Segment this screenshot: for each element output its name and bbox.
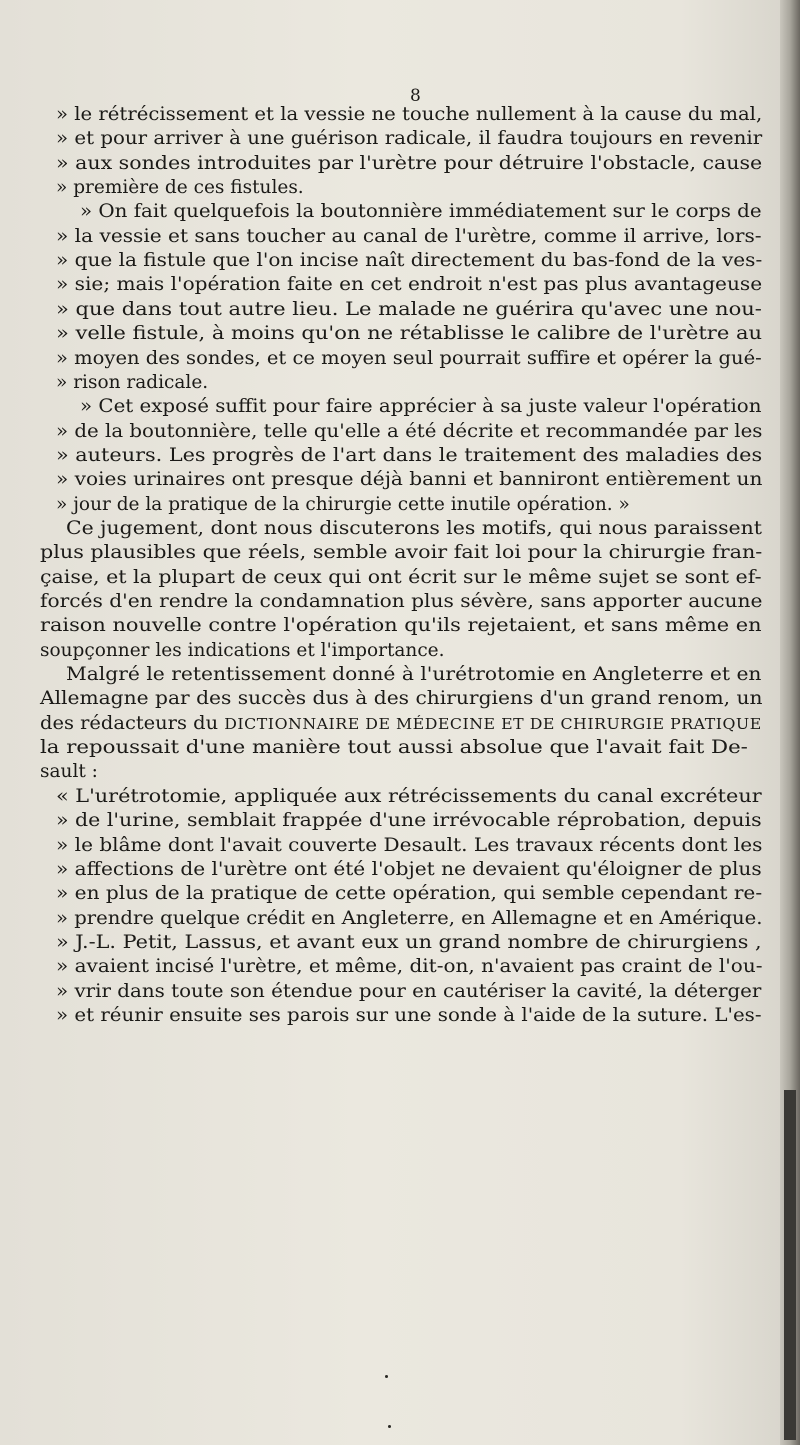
ink-speck — [388, 1425, 391, 1428]
text-line: » vrir dans toute son étendue pour en cautériser la cavité, la déterger — [56, 981, 762, 1002]
text-line: plus plausibles que réels, semble avoir fait loi pour la chirurgie fran- — [40, 542, 763, 563]
text-line: » voies urinaires ont presque déjà banni et banniront entièrement un — [56, 469, 763, 490]
text-line: Malgré le retentissement donné à l'urétrotomie en Angleterre et en — [66, 664, 762, 685]
text-line: sault : — [40, 761, 98, 782]
ink-speck — [385, 1375, 388, 1378]
text-line: » J.-L. Petit, Lassus, et avant eux un grand nombre de chirurgiens , — [56, 932, 762, 953]
text-line: » avaient incisé l'urètre, et même, dit-on, n'avaient pas craint de l'ou- — [56, 956, 763, 977]
text-line: » de la boutonnière, telle qu'elle a été décrite et recommandée par les — [56, 421, 763, 442]
text-line: » que la fistule que l'on incise naît directement du bas-fond de la ves- — [56, 250, 763, 271]
text-line: » que dans tout autre lieu. Le malade ne guérira qu'avec une nou- — [56, 299, 762, 320]
text-line: » sie; mais l'opération faite en cet endroit n'est pas plus avantageuse — [56, 274, 763, 295]
text-line: » le blâme dont l'avait couverte Desault. Les travaux récents dont les — [56, 835, 763, 856]
page-number: 8 — [410, 86, 421, 106]
text-line: » velle fistule, à moins qu'on ne rétablisse le calibre de l'urètre au — [56, 323, 763, 344]
text-line: » la vessie et sans toucher au canal de l'urètre, comme il arrive, lors- — [56, 226, 762, 247]
text-line: Ce jugement, dont nous discuterons les motifs, qui nous paraissent — [66, 518, 762, 539]
text-line: » rison radicale. — [56, 372, 209, 393]
text-line: çaise, et la plupart de ceux qui ont écrit sur le même sujet se sont ef- — [40, 567, 762, 588]
text-line: » première de ces fistules. — [56, 177, 304, 198]
text-line: » jour de la pratique de la chirurgie cette inutile opération. » — [56, 494, 630, 515]
text-line: » et pour arriver à une guérison radicale, il faudra toujours en revenir — [56, 128, 763, 149]
text-line: » affections de l'urètre ont été l'objet ne devaient qu'éloigner de plus — [56, 859, 762, 880]
text-line: des rédacteurs du DICTIONNAIRE DE MÉDECINE ET DE CHIRURGIE PRATIQUE — [40, 713, 762, 734]
text-line: « L'urétrotomie, appliquée aux rétrécissements du canal excréteur — [56, 786, 762, 807]
text-line: la repoussait d'une manière tout aussi absolue que l'avait fait De- — [40, 737, 748, 758]
text-line: forcés d'en rendre la condamnation plus sévère, sans apporter aucune — [40, 591, 763, 612]
text-line: » aux sondes introduites par l'urètre pour détruire l'obstacle, cause — [56, 153, 763, 174]
text-line: » Cet exposé suffit pour faire apprécier à sa juste valeur l'opération — [80, 396, 762, 417]
text-line: » le rétrécissement et la vessie ne touche nullement à la cause du mal, — [56, 104, 763, 125]
text-line: » On fait quelquefois la boutonnière immédiatement sur le corps de — [80, 201, 762, 222]
text-line: » de l'urine, semblait frappée d'une irrévocable réprobation, depuis — [56, 810, 762, 831]
text-line: soupçonner les indications et l'importance. — [40, 640, 445, 661]
dictionary-title: DICTIONNAIRE DE MÉDECINE ET DE CHIRURGIE PRATIQUE — [224, 715, 762, 733]
text-line: raison nouvelle contre l'opération qu'ils rejetaient, et sans même en — [40, 615, 762, 636]
text-line: » en plus de la pratique de cette opération, qui semble cependant re- — [56, 883, 763, 904]
text-line: » auteurs. Les progrès de l'art dans le traitement des maladies des — [56, 445, 763, 466]
page-edge-shadow — [784, 1090, 796, 1440]
text-line: » et réunir ensuite ses parois sur une sonde à l'aide de la suture. L'es- — [56, 1005, 762, 1026]
text-line: » prendre quelque crédit en Angleterre, en Allemagne et en Amérique. — [56, 908, 763, 929]
text-line: » moyen des sondes, et ce moyen seul pourrait suffire et opérer la gué- — [56, 348, 762, 369]
text-line: Allemagne par des succès dus à des chirurgiens d'un grand renom, un — [40, 688, 763, 709]
